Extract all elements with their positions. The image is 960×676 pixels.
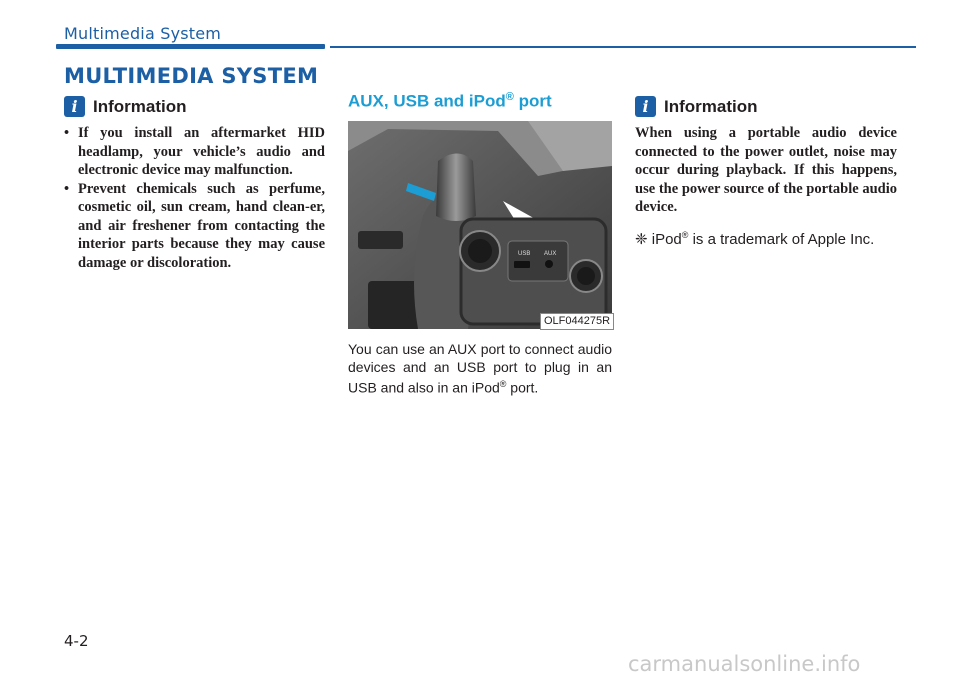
info-bullet-list <box>64 124 325 272</box>
info-label: Information <box>664 96 758 116</box>
watermark: carmanualsonline.info <box>628 652 861 676</box>
body-paragraph: You can use an AUX port to connect audio devices and an USB port to plug in an USB and also in an iPod® port. <box>348 341 612 396</box>
console-port-photo <box>348 121 612 329</box>
running-header: Multimedia System <box>64 24 222 43</box>
subsection-title: AUX, USB and iPod® port <box>348 91 552 111</box>
list-item: • If you install an aftermarket HID headlamp, your vehicle’s audio and electronic device may malfunction. <box>64 124 325 180</box>
page-number: 4-2 <box>64 632 89 650</box>
list-item: • Prevent chemicals such as perfume, cosmetic oil, sun cream, hand clean-er, and air freshener from contacting the interior parts because they may cause damage or discoloration. <box>64 180 325 273</box>
aux-port-label: AUX <box>544 251 557 257</box>
trademark-note: ❈ iPod® is a trademark of Apple Inc. <box>635 230 875 248</box>
info-heading-left <box>64 96 187 117</box>
information-icon: i <box>64 96 85 117</box>
info-label: Information <box>93 96 187 116</box>
header-rule-thin <box>330 46 916 48</box>
info-paragraph: When using a portable audio device connected to the power outlet, noise may occur during playback. If this happens, use the power source of the portable audio device. <box>635 125 897 215</box>
usb-port-label: USB <box>518 251 531 257</box>
information-icon: i <box>635 96 656 117</box>
header-rule-thick <box>56 44 325 49</box>
image-code: OLF044275R <box>540 313 614 330</box>
info-heading-right <box>635 96 758 117</box>
section-title: MULTIMEDIA SYSTEM <box>64 64 319 88</box>
